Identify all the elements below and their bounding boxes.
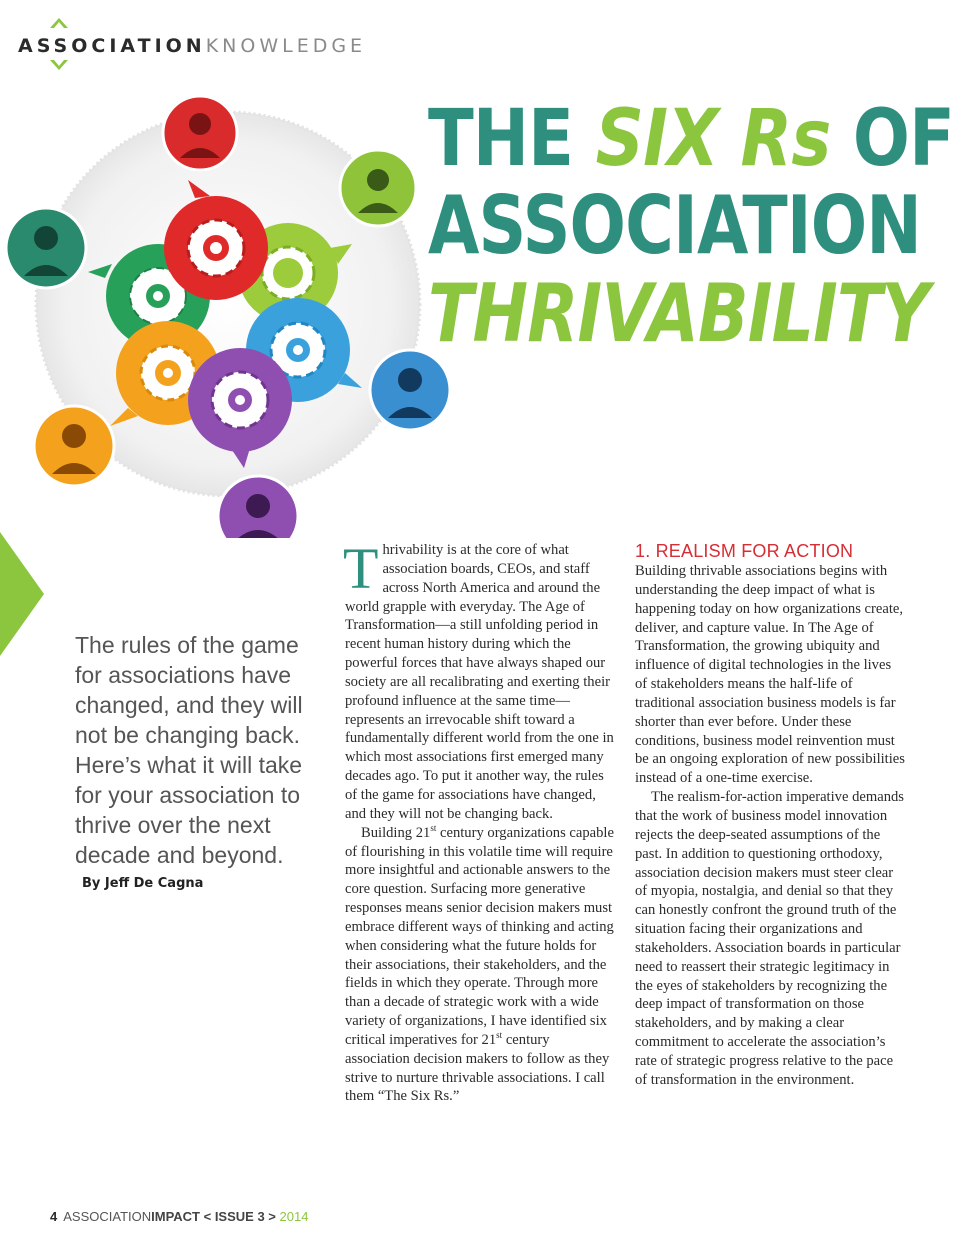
body-column-2 bbox=[635, 562, 905, 1090]
avatar-lime-man-icon bbox=[340, 150, 416, 226]
side-triangle-marker bbox=[0, 532, 44, 656]
publication-logo bbox=[18, 14, 367, 76]
byline: By Jeff De Cagna bbox=[82, 876, 204, 891]
title-line-2: ASSOCIATION bbox=[428, 179, 922, 272]
body-paragraph: Building 21st century organizations capable of flourishing in this volatile time will require more insightful and actionable answers to the core question. Surfacing more generative responses means senior decision makers must embrace different ways of thinking and acting when considering what the future holds for their associations, their stakeholders, and the fields in which they operate. Through more than a decade of strategic work with a wide variety of organizations, I have identified six critical imperatives for 21st century association decision makers to follow as they strive to nurture thrivable associations. I call them “The Six Rs.” bbox=[345, 822, 614, 1105]
footer-year: 2014 bbox=[279, 1209, 309, 1224]
gears-people-illustration bbox=[0, 88, 460, 538]
section-heading: 1. REALISM FOR ACTION bbox=[635, 541, 854, 561]
page-footer: 4 ASSOCIATIONIMPACT < ISSUE 3 > 2014 bbox=[50, 1209, 309, 1224]
title-line-3: THRIVABILITY bbox=[428, 267, 929, 360]
body-column-1 bbox=[343, 536, 615, 1106]
avatar-teal-man-icon bbox=[6, 208, 86, 288]
body-paragraph: Building thrivable associations begins with understanding the deep impact of what is happening today on how organizations create, deliver, and capture value. In The Age of Transformation, the growing ubiquity and influence of digital technologies in the lives of stakeholders means the half-life of traditional association business models is far shorter than ever before. Under these conditions, business model reinvention must be an ongoing exploration of new possibilities instead of a one-time exercise. bbox=[635, 563, 905, 787]
article-deck: The rules of the game for associations have changed, and they will not be changing back. Here’s what it will take for your association to thrive over the next decade and beyond. bbox=[75, 632, 303, 868]
body-paragraph: Thrivability is at the core of what association boards, CEOs, and staff across North America and around the world grapple with everyday. The Age of Transformation—a still unfolding period in recent human history during which the powerful forces that have always shaped our society are all recalibrating and exerting their profound influence at the same time—represents an irrevocable shift toward a fundamentally different world from the one in which most associations first emerged many decades ago. To put it another way, the rules of the game for associations have changed, and they will not be changing back. bbox=[343, 536, 614, 822]
title-line-1: THE SIX Rs OF bbox=[428, 94, 955, 184]
logo-chevron-down-icon bbox=[50, 60, 68, 70]
logo-chevron-up-icon bbox=[50, 18, 68, 28]
avatar-blue-man-icon bbox=[370, 350, 450, 430]
page-number: 4 bbox=[50, 1209, 58, 1224]
avatar-red-woman-icon bbox=[163, 96, 237, 170]
drop-cap: T bbox=[343, 536, 379, 601]
avatar-orange-woman-icon bbox=[34, 406, 114, 486]
footer-publication: ASSOCIATION bbox=[63, 1209, 152, 1224]
body-paragraph: The realism-for-action imperative demands that the work of business model innovation rejects the deep-seated assumptions of the past. In addition to questioning orthodoxy, association decision makers must steer clear of myopia, nostalgia, and denial so that they can honestly confront the ground truth of the situation facing their organizations and stakeholders. Association boards in particular need to reassert their strategic legitimacy in the eyes of stakeholders by recognizing the deep impact of transformation on those stakeholders, and by making a clear commitment to accelerate the association’s rate of strategic progress relative to the pace of transformation in the environment. bbox=[635, 789, 904, 1088]
logo-wordmark: ASSOCIATIONKNOWLEDGE bbox=[18, 35, 367, 57]
footer-issue: < ISSUE 3 > bbox=[200, 1209, 280, 1224]
article-title bbox=[428, 94, 955, 360]
